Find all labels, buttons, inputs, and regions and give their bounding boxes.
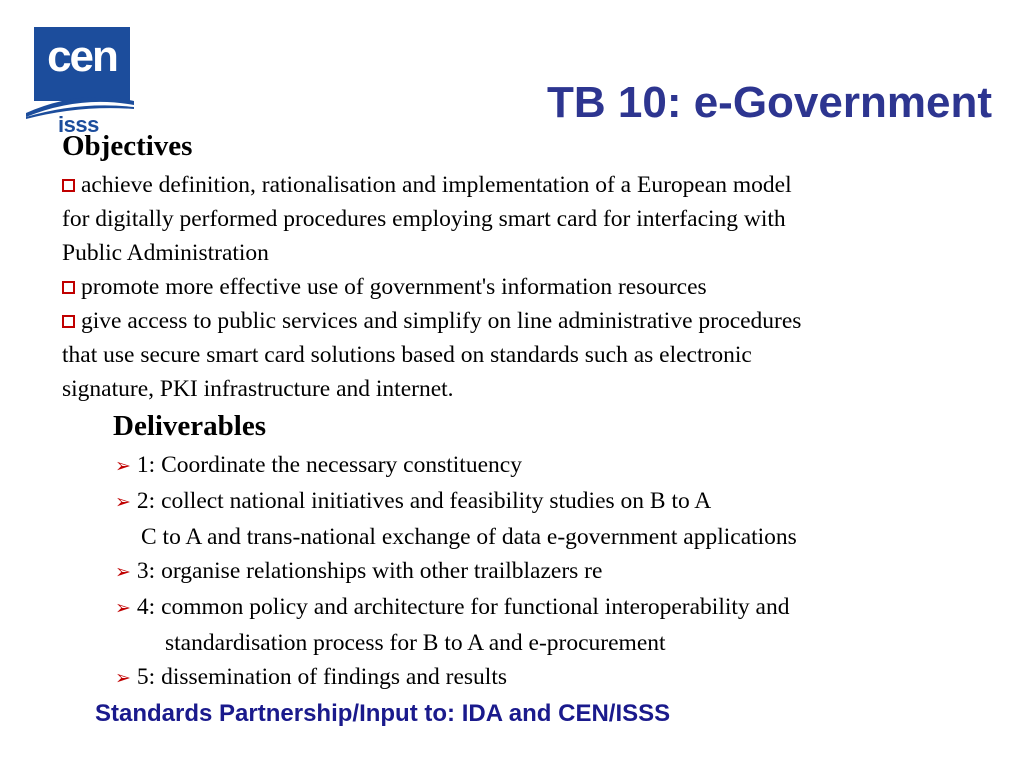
arrow-bullet-icon: ➢ [115, 668, 131, 689]
arrow-bullet-icon: ➢ [115, 456, 131, 477]
deliverable-continuation: standardisation process for B to A and e-procurement [165, 630, 666, 656]
deliverable-item-1 [115, 448, 995, 484]
footer-text: Standards Partnership/Input to: IDA and CEN/ISSS [95, 700, 671, 727]
square-bullet-icon [62, 281, 75, 294]
objective-line [62, 270, 982, 304]
deliverables-heading: Deliverables [113, 410, 267, 442]
objective-item-1 [62, 168, 982, 270]
deliverable-text: 3: organise relationships with other trailblazers re [136, 558, 603, 584]
arrow-bullet-icon: ➢ [115, 598, 131, 619]
square-bullet-icon [62, 315, 75, 328]
objective-line [62, 304, 982, 338]
objective-text: give access to public services and simplify on line administrative procedures [81, 308, 802, 334]
logo-cen-text: cen [47, 32, 117, 81]
deliverable-item-2 [115, 484, 995, 520]
deliverable-item-5 [115, 660, 995, 696]
objective-text: achieve definition, rationalisation and implementation of a European model [81, 172, 792, 198]
arrow-bullet-icon: ➢ [115, 562, 131, 583]
objective-text: promote more effective use of government's information resources [81, 274, 707, 300]
objective-line: that use secure smart card solutions based on standards such as electronic [62, 342, 752, 368]
objective-line: signature, PKI infrastructure and internet. [62, 376, 454, 402]
objective-line: Public Administration [62, 240, 269, 266]
arrow-bullet-icon: ➢ [115, 492, 131, 513]
square-bullet-icon [62, 179, 75, 192]
deliverable-text: 1: Coordinate the necessary constituency [136, 452, 522, 478]
deliverable-item-4 [115, 590, 995, 626]
deliverable-text: 5: dissemination of findings and results [136, 664, 508, 690]
deliverables-list [115, 448, 995, 696]
slide-title: TB 10: e-Government [547, 78, 992, 127]
objective-line [62, 168, 982, 202]
cen-isss-logo [26, 27, 134, 139]
objective-line: for digitally performed procedures employing smart card for interfacing with [62, 206, 786, 232]
logo-isss-text: isss [58, 112, 99, 137]
objective-item-3 [62, 304, 982, 406]
deliverable-continuation: C to A and trans-national exchange of data e-government applications [141, 524, 797, 550]
deliverable-text: 4: common policy and architecture for functional interoperability and [136, 594, 790, 620]
deliverable-item-3 [115, 554, 995, 590]
objectives-heading: Objectives [62, 130, 193, 162]
objective-item-2 [62, 270, 982, 304]
deliverable-text: 2: collect national initiatives and feasibility studies on B to A [136, 488, 712, 514]
